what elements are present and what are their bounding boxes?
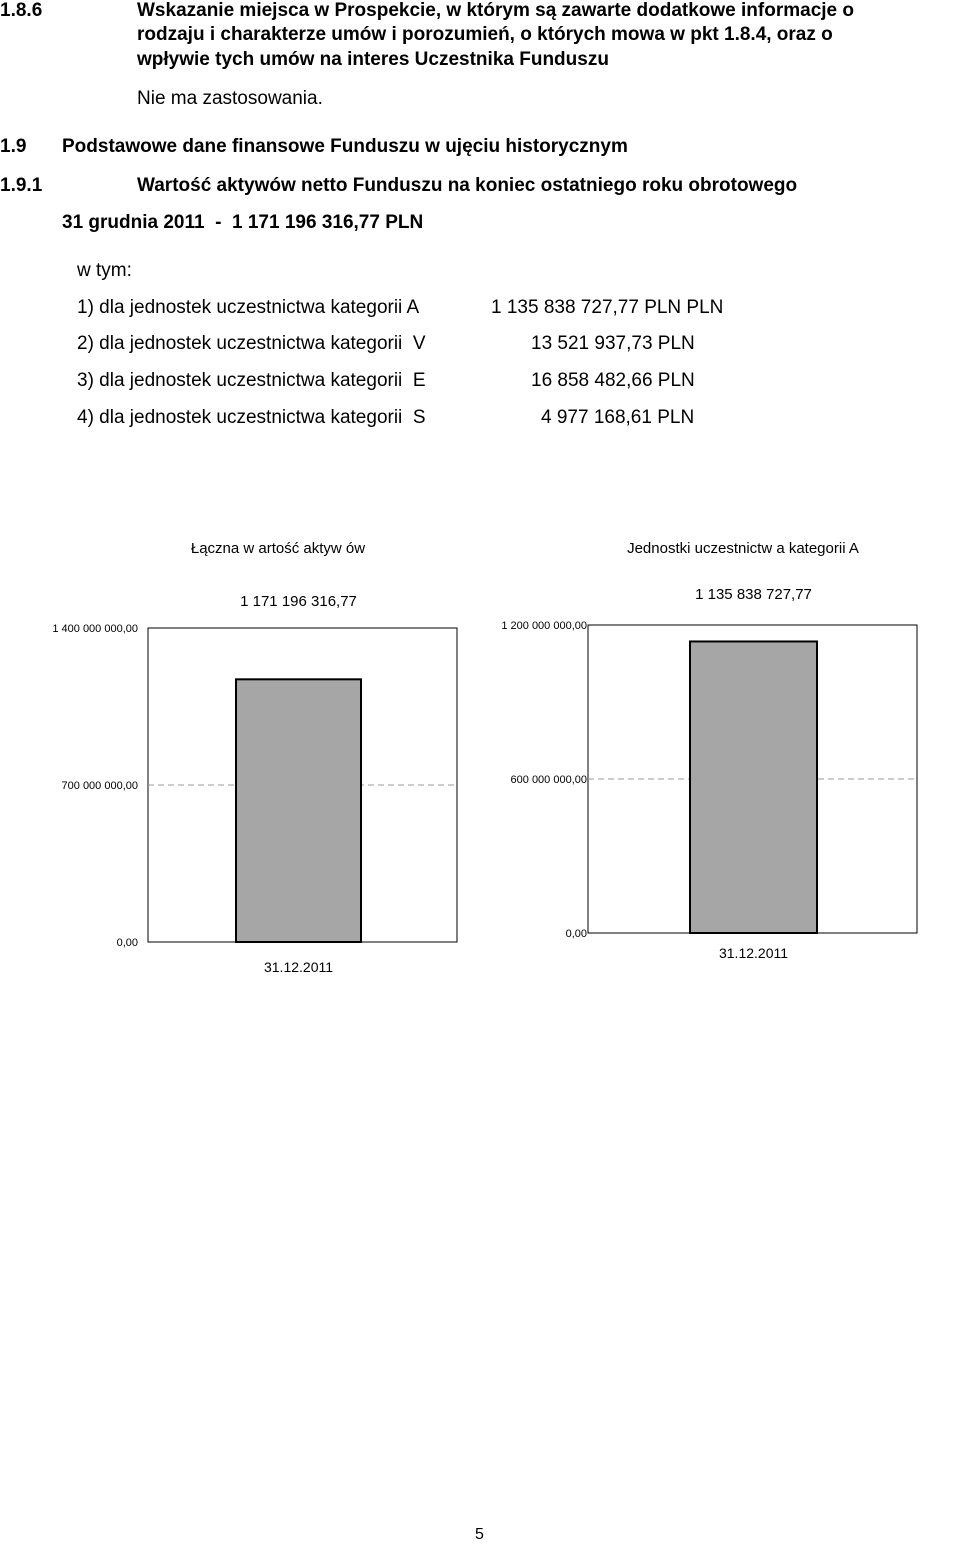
section-191-heading: Wartość aktywów netto Funduszu na koniec ostatniego roku obrotowego <box>137 175 798 196</box>
section-186-number: 1.8.6 <box>0 0 43 21</box>
y-tick-label: 0,00 <box>116 937 138 949</box>
section-186-heading-line1: Wskazanie miejsca w Prospekcie, w którym są zawarte dodatkowe informacje o <box>137 0 854 21</box>
x-tick-label: 31.12.2011 <box>263 959 334 975</box>
item-4-value: 4 977 168,61 PLN <box>541 407 695 428</box>
x-tick-label: 31.12.2011 <box>718 945 789 961</box>
chart-title: Łączna w artość aktyw ów <box>190 540 366 557</box>
page-number: 5 <box>475 1526 484 1543</box>
section-186-body: Nie ma zastosowania. <box>137 88 323 109</box>
data-label: 1 171 196 316,77 <box>240 593 357 610</box>
w-tym-label: w tym: <box>77 260 132 281</box>
y-tick-label: 700 000 000,00 <box>61 780 138 792</box>
y-tick-label: 1 400 000 000,00 <box>52 623 138 635</box>
section-19-heading: Podstawowe dane finansowe Funduszu w ujęciu historycznym <box>62 136 628 157</box>
chart-category-a <box>480 520 960 990</box>
item-2-label: 2) dla jednostek uczestnictwa kategorii V <box>77 333 426 354</box>
y-tick-label: 600 000 000,00 <box>510 774 587 786</box>
chart-total-assets <box>0 520 470 990</box>
section-186-heading-line2: rodzaju i charakterze umów i porozumień, o których mowa w pkt 1.8.4, oraz o <box>137 24 833 45</box>
item-1-label: 1) dla jednostek uczestnictwa kategorii A <box>77 297 420 318</box>
bar <box>690 641 817 933</box>
y-tick-label: 1 200 000 000,00 <box>501 620 587 632</box>
data-label: 1 135 838 727,77 <box>695 586 812 603</box>
section-19-number: 1.9 <box>0 136 27 157</box>
chart-title: Jednostki uczestnictw a kategorii A <box>627 540 859 557</box>
total-nav-line: 31 grudnia 2011 - 1 171 196 316,77 PLN <box>62 212 424 233</box>
item-3-value: 16 858 482,66 PLN <box>531 370 695 391</box>
item-1-value: 1 135 838 727,77 PLN PLN <box>491 297 724 318</box>
item-2-value: 13 521 937,73 PLN <box>531 333 695 354</box>
section-191-number: 1.9.1 <box>0 175 43 196</box>
y-tick-label: 0,00 <box>565 928 587 940</box>
item-3-label: 3) dla jednostek uczestnictwa kategorii E <box>77 370 426 391</box>
bar <box>236 679 361 942</box>
section-186-heading-line3: wpływie tych umów na interes Uczestnika Funduszu <box>137 49 609 70</box>
item-4-label: 4) dla jednostek uczestnictwa kategorii S <box>77 407 426 428</box>
